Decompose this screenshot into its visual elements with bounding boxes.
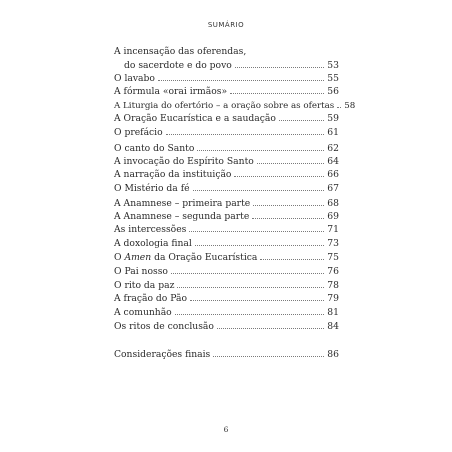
leader-dots: [234, 167, 324, 177]
toc-entry-continuation: [124, 58, 339, 71]
toc-entry-title: A doxologia final: [114, 238, 192, 249]
toc-entry-title: A incensação das oferendas,: [114, 46, 247, 57]
toc-entry-title: Considerações finais: [114, 349, 211, 360]
toc-page-number: 69: [327, 211, 339, 222]
toc-entry: [114, 167, 339, 180]
toc-page-number: 79: [327, 293, 339, 304]
toc-page-number: 68: [327, 198, 339, 209]
toc-entry-title: A narração da instituição: [114, 169, 232, 180]
toc-entry-title: A Oração Eucarística e a saudação: [114, 113, 276, 124]
toc-entry-title: O Pai nosso: [114, 266, 168, 277]
toc-page-number: 62: [327, 143, 339, 154]
leader-dots: [189, 222, 324, 232]
leader-dots: [279, 111, 324, 121]
toc-entry-title: A Anamnese – segunda parte: [114, 211, 250, 222]
toc-entry-title: O canto do Santo: [114, 143, 195, 154]
toc-page-number: 78: [327, 280, 339, 291]
toc-page-number: 53: [327, 60, 339, 71]
leader-dots: [171, 264, 324, 274]
toc-page-number: 66: [327, 169, 339, 180]
leader-dots: [175, 305, 325, 315]
leader-dots: [337, 98, 341, 108]
toc-page-number: 86: [327, 349, 339, 360]
toc-entry: [114, 209, 339, 222]
toc-entry: [114, 141, 339, 154]
leader-dots: [257, 154, 325, 164]
toc-entry: [114, 84, 339, 97]
toc-entry-title: A invocação do Espírito Santo: [114, 156, 254, 167]
leader-dots: [190, 291, 324, 301]
toc-entry: [114, 236, 339, 249]
toc-entry-title: A comunhão: [114, 307, 172, 318]
toc-page-number: 75: [327, 252, 339, 263]
leader-dots: [260, 250, 324, 260]
toc-entry-title: O rito da paz: [114, 280, 175, 291]
toc-entry: [114, 45, 339, 58]
leader-dots: [217, 319, 324, 329]
leader-dots: [213, 347, 324, 357]
toc-entry: [114, 71, 339, 84]
toc-page-number: 76: [327, 266, 339, 277]
toc-entry-title-continued: do sacerdote e do povo: [124, 60, 232, 71]
leader-dots: [195, 236, 324, 246]
toc-page-number: 67: [327, 183, 339, 194]
toc-entry: [114, 222, 339, 235]
toc-entry: [114, 111, 339, 124]
leader-dots: [197, 141, 324, 151]
toc-entry-title: A fórmula «orai irmãos»: [114, 86, 228, 97]
page-number-footer: 6: [223, 425, 229, 434]
toc-entry: [114, 347, 339, 360]
toc-entry-title: O Mistério da fé: [114, 183, 190, 194]
toc-entry-title: A fração do Pão: [114, 293, 188, 304]
leader-dots: [177, 278, 324, 288]
leader-dots: [158, 71, 324, 81]
toc-page-number: 81: [327, 307, 339, 318]
leader-dots: [166, 125, 325, 135]
toc-page-number: 64: [327, 156, 339, 167]
leader-dots: [252, 209, 324, 219]
toc-page-number: 55: [327, 73, 339, 84]
toc-page-number: 58: [344, 101, 356, 111]
toc-entry-title-prefix: O: [114, 252, 125, 263]
toc-entry-title: Os ritos de conclusão: [114, 321, 214, 332]
toc-entry-title-emphasis: Amen: [124, 252, 152, 263]
toc-page-number: 59: [327, 113, 339, 124]
toc-entry: [114, 125, 339, 138]
toc-entry-title: O prefácio: [114, 127, 163, 138]
toc-entry-title: A Liturgia do ofertório – a oração sobre as ofertas: [114, 101, 335, 111]
toc-entry: [114, 196, 339, 209]
page-header-title: SUMÁRIO: [207, 21, 245, 29]
toc-page-number: 73: [327, 238, 339, 249]
leader-dots: [230, 84, 324, 94]
toc-entry: [114, 154, 339, 167]
toc-entry-title-suffix: da Oração Eucarística: [151, 252, 258, 263]
toc-page-number: 84: [327, 321, 339, 332]
toc-entry: [114, 98, 356, 111]
toc-entry: [114, 291, 339, 304]
toc-entry-title: A Anamnese – primeira parte: [114, 198, 251, 209]
toc-entry: [114, 264, 339, 277]
toc-entry-title: O lavabo: [114, 73, 155, 84]
leader-dots: [235, 58, 325, 68]
toc-entry: [114, 305, 339, 318]
leader-dots: [193, 181, 325, 191]
toc-entry-title: As intercessões: [114, 224, 187, 235]
toc-entry: [114, 319, 339, 332]
toc-entry-title: [114, 251, 257, 264]
toc-entry: [114, 181, 339, 194]
toc-entry: [114, 250, 339, 263]
toc-page-number: 61: [327, 127, 339, 138]
toc-page-number: 71: [327, 224, 339, 235]
toc-page-number: 56: [327, 86, 339, 97]
toc-entry: [114, 278, 339, 291]
leader-dots: [253, 196, 324, 206]
